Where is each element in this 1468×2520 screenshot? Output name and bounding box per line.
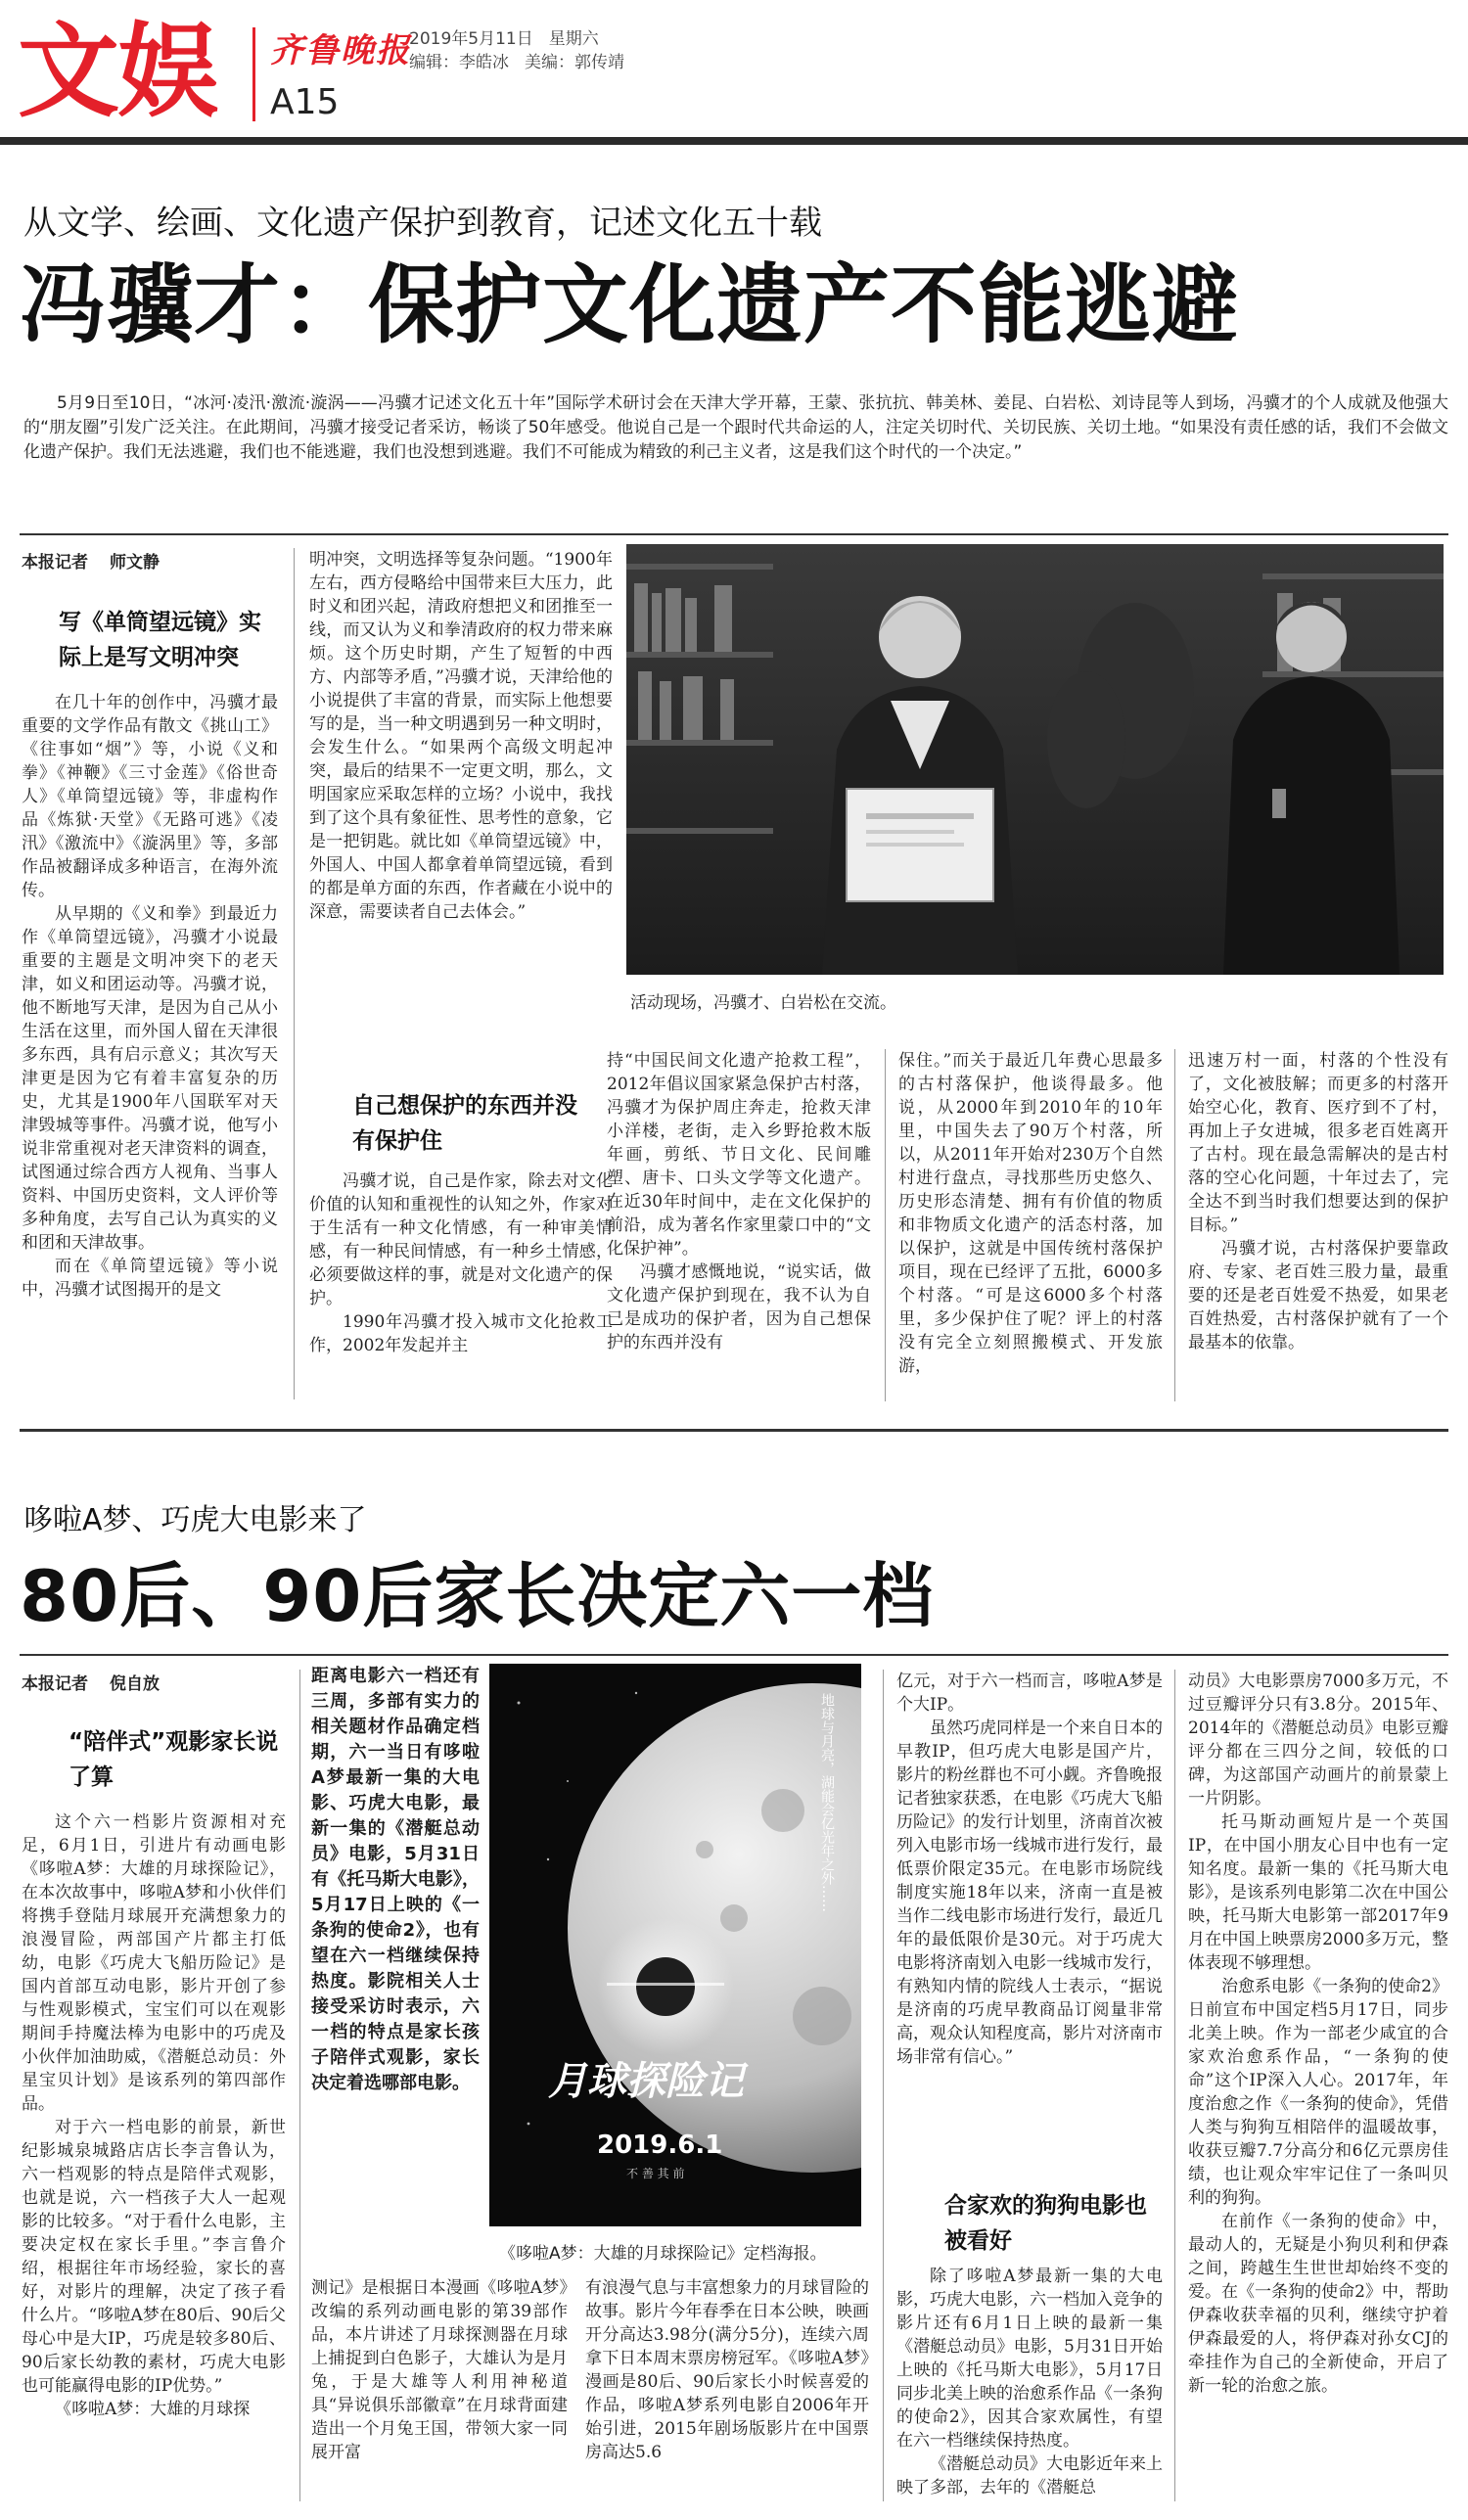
issue-date: 2019年5月11日 — [409, 29, 533, 49]
article1-column-4 — [898, 1049, 1163, 1401]
poster-tagline: 地球与月亮，湖能会亿光年之外…… — [819, 1693, 835, 1912]
article2-column-1 — [22, 1810, 286, 2496]
column-rule — [1174, 1670, 1175, 2501]
byline-role: 本报记者 — [22, 1674, 88, 1694]
article1-byline — [22, 548, 181, 573]
article2-subhead-2: 合家欢的狗狗电影也被看好 — [944, 2193, 1147, 2254]
paragraph: 亿元，对于六一档而言，哆啦A梦是个大IP。 — [896, 1672, 1163, 1715]
event-photo-caption: 活动现场，冯骥才、白岩松在交流。 — [630, 993, 896, 1013]
movie-poster-image — [489, 1664, 861, 2226]
article1-column-2b — [309, 1169, 613, 1399]
paragraph: 冯骥才感慨地说，“说实话，做文化遗产保护到现在，我不认为自己是成功的保护者，因为自己想保护的东西并没有 — [607, 1262, 871, 1352]
article1-subhead-2: 自己想保护的东西并没有保护住 — [352, 1093, 577, 1154]
section-name: 文娱 — [18, 12, 218, 131]
paragraph: 治愈系电影《一条狗的使命2》日前宣布中国定档5月17日，同步北美上映。作为一部老少咸宜的合家欢治愈系作品，“一条狗的使命”这个IP深入人心。2017年，年度治愈之作《一条狗的使命》，凭借人类与狗狗互相陪伴的温暖故事，收获豆瓣7.7分高分和6亿元票房佳绩，也让观众牢牢记住了一条叫贝利的狗狗。 — [1188, 1977, 1448, 2208]
paragraph: 在前作《一条狗的使命》中，最动人的，无疑是小狗贝利和伊森之间，跨越生生世世却始终不变的爱。在《一条狗的使命2》中，帮助伊森收获幸福的贝利，继续守护着伊森最爱的人，将伊森对孙女CJ的牵挂作为自己的全新使命，开启了新一轮的治愈之旅。 — [1188, 2212, 1448, 2396]
issue-weekday: 星期六 — [548, 29, 599, 49]
paragraph: 在几十年的创作中，冯骥才最重要的文学作品有散文《挑山工》《往事如“烟”》等，小说《义和拳》《神鞭》《三寸金莲》《俗世奇人》《单筒望远镜》等，非虚构作品《炼狱·天堂》《无路可逃》《凌汛》《激流中》《漩涡里》等，多部作品被翻译成多种语言，在海外流传。 — [22, 693, 278, 900]
article1-subhead-1: 写《单筒望远镜》实际上是写文明冲突 — [59, 610, 261, 670]
byline-name: 倪自放 — [110, 1674, 160, 1694]
article2-subhead-1: “陪伴式”观影家长说了算 — [69, 1729, 279, 1790]
paragraph: 对于六一档电影的前景，新世纪影城泉城路店店长李言鲁认为，六一档观影的特点是陪伴式观影，也就是说，六一档孩子大人一起观影的比较多。“对于看什么电影，主要决定权在家长手里。”李言鲁介绍，根据往年市场经验，家长的喜好，对影片的理解，决定了孩子看什么片。“哆啦A梦在80后、90后父母心中是大IP，巧虎是较多80后、90后家长幼教的素材，巧虎大电影也可能赢得电影的IP优势。” — [22, 2118, 286, 2396]
article1-column-3 — [607, 1049, 871, 1401]
article2-column-5 — [1188, 1670, 1448, 2501]
paragraph: 有浪漫气息与丰富想象力的月球冒险的故事。影片今年春季在日本公映，映画开分高达3.98分(满分5分)，连续六周拿下日本周末票房榜冠军。《哆啦A梦》漫画是80后、90后家长小时候喜爱的作品，哆啦A梦系列电影自2006年开始引进，2015年剧场版影片在中国票房高达5.6 — [585, 2278, 869, 2462]
article1-column-5 — [1188, 1049, 1448, 1401]
masthead — [18, 14, 1452, 129]
article1-lead: 5月9日至10日，“冰河·凌汛·激流·漩涡——冯骥才记述文化五十年”国际学术研讨会在天津大学开幕，王蒙、张抗抗、韩美林、姜昆、白岩松、刘诗昆等人到场，冯骥才的个人成就及他强大的“朋友圈”引发广泛关注。在此期间，冯骥才接受记者采访，畅谈了50年感受。他说自己是一个跟时代共命运的人，注定关切时代、关切民族、关切土地。“如果没有责任感的话，我们不会做文化遗产保护。我们无法逃避，我们也不能逃避，我们也没想到逃避。我们不可能成为精致的利己主义者，这是我们这个时代的一个决定。” — [23, 393, 1448, 462]
poster-date: 2019.6.1 — [597, 2131, 723, 2160]
paragraph: 而在《单筒望远镜》等小说中，冯骥才试图揭开的是文 — [22, 1257, 278, 1300]
article1-kicker: 从文学、绘画、文化遗产保护到教育，记述文化五十载 — [23, 204, 822, 243]
article2-column-4b — [896, 2265, 1163, 2501]
section-divider — [20, 1429, 1448, 1432]
paragraph: 除了哆啦A梦最新一集的大电影，巧虎大电影，六一档加入竞争的影片还有6月1日上映的最新一集《潜艇总动员》电影，5月31日开始上映的《托马斯大电影》，5月17日同步北美上映的治愈系作品《一条狗的使命2》，因其合家欢属性，有望在六一档继续保持热度。 — [896, 2267, 1163, 2451]
movie-poster — [489, 1664, 861, 2226]
article2-rule — [20, 1654, 1448, 1656]
article1-headline: 冯骥才：保护文化遗产不能逃避 — [20, 254, 1240, 355]
editor-credit: 编辑：李皓冰 — [409, 53, 509, 72]
article1-column-1 — [22, 691, 278, 1376]
paragraph: 明冲突，文明选择等复杂问题。“1900年左右，西方侵略给中国带来巨大压力，此时义和团兴起，清政府想把义和团推至一线，而又认为义和拳清政府的权力带来麻烦。这个历史时期，产生了短暂的中西方、内部等矛盾，”冯骥才说，天津给他的小说提供了丰富的背景，而实际上他想要写的是，当一种文明遇到另一种文明时，会发生什么。“如果两个高级文明起冲突，最后的结果不一定更文明，那么，文明国家应采取怎样的立场？小说中，我找到了这个具有象征性、思考性的意象，它是一把钥匙。就比如《单筒望远镜》中，外国人、中国人都拿着单筒望远镜，看到的都是单方面的东西，作者藏在小说中的深意，需要读者自己去体会。” — [309, 550, 613, 922]
article1-column-2 — [309, 548, 613, 1081]
paragraph: 迅速万村一面，村落的个性没有了，文化被肢解；而更多的村落开始空心化，教育、医疗到不了村，再加上子女进城，很多老百姓离开了古村。现在最急需解决的是古村落的空心化问题，十年过去了，完全达不到当时我们想要达到的保护目标。” — [1188, 1051, 1448, 1235]
paragraph: 《哆啦A梦：大雄的月球探 — [55, 2400, 251, 2419]
byline-name: 师文静 — [110, 553, 160, 573]
article2-byline — [22, 1670, 181, 1694]
article2-column-4 — [896, 1670, 1163, 2249]
masthead-meta — [409, 27, 640, 74]
newspaper-logo: 齐鲁晚报 — [270, 31, 411, 70]
column-rule — [299, 1670, 300, 2501]
article2-headline: 80后、90后家长决定六一档 — [20, 1555, 935, 1637]
article1-lead-rule — [20, 533, 1448, 535]
column-rule — [885, 1049, 886, 1401]
article2-intro: 距离电影六一档还有三周，多部有实力的相关题材作品确定档期，六一当日有哆啦A梦最新一集的大电影、巧虎大电影，最新一集的《潜艇总动员》电影，5月31日有《托马斯大电影》，5月17日上映的《一条狗的使命2》，也有望在六一档继续保持热度。影院相关人士接受采访时表示，六一档的特点是家长孩子陪伴式观影，家长决定着选哪部电影。 — [311, 1666, 480, 2093]
column-rule — [294, 548, 295, 1399]
poster-title: 月球探险记 — [548, 2059, 744, 2104]
masthead-divider — [252, 27, 255, 121]
paragraph: 从早期的《义和拳》到最近力作《单筒望远镜》，冯骥才小说最重要的主题是文明冲突下的老天津，如义和团运动等。冯骥才说，他不断地写天津，是因为自己从小生活在这里，而外国人留在天津很多东西，具有启示意义；其次写天津更是因为它有着丰富复杂的历史，尤其是1900年八国联军对天津毁城等事件。冯骥才说，他写小说非常重视对老天津资料的调查，试图通过综合西方人视角、当事人资料、中国历史资料，文人评价等多种角度，去写自己认为真实的义和团和天津故事。 — [22, 904, 278, 1253]
paragraph: 虽然巧虎同样是一个来自日本的早教IP，但巧虎大电影是国产片，影片的粉丝群也不可小觑。齐鲁晚报记者独家获悉，在电影《巧虎大飞船历险记》的发行计划里，济南首次被列入电影市场一线城市进行发行，最低票价限定35元。在电影市场院线制度实施18年以来，济南一直是被当作二线电影市场进行发行，最近几年的最低限价是30元。对于巧虎大电影将济南划入电影一线城市发行，有熟知内情的院线人士表示，“据说是济南的巧虎早教商品订阅量非常高，观众认知程度高，影片对济南市场非常有信心。” — [896, 1718, 1163, 2067]
masthead-rule — [0, 137, 1468, 145]
article2-kicker: 哆啦A梦、巧虎大电影来了 — [23, 1503, 367, 1537]
paragraph: 这个六一档影片资源相对充足，6月1日，引进片有动画电影《哆啦A梦：大雄的月球探险记》，在本次故事中，哆啦A梦和小伙伴们将携手登陆月球展开充满想象力的浪漫冒险，两部国产片都主打低幼，电影《巧虎大飞船历险记》是国内首部互动电影，影片开创了参与性观影模式，宝宝们可以在观影期间手持魔法棒为电影中的巧虎及小伙伴加油助威，《潜艇总动员：外星宝贝计划》是该系列的第四部作品。 — [22, 1812, 286, 2114]
article2-column-2b — [311, 2276, 568, 2501]
designer-credit: 美编：郭传靖 — [525, 53, 624, 72]
event-photo — [626, 544, 1444, 975]
paragraph: 动员》大电影票房7000多万元，不过豆瓣评分只有3.8分。2015年、2014年的《潜艇总动员》电影豆瓣评分都在三四分之间，较低的口碑，为这部国产动画片的前景蒙上一片阴影。 — [1188, 1672, 1448, 1809]
paragraph: 《潜艇总动员》大电影近年来上映了多部，去年的《潜艇总 — [896, 2454, 1163, 2497]
paragraph: 持“中国民间文化遗产抢救工程”，2012年倡议国家紧急保护古村落，冯骥才为保护周庄奔走，抢救天津小洋楼，老街，走入乡野抢救木版年画，剪纸、节日文化、民间雕塑、唐卡、口头文学等文化遗产。在近30年时间中，走在文化保护的前沿，成为著名作家里蒙口中的“文化保护神”。 — [607, 1051, 871, 1259]
paragraph: 冯骥才说，自己是作家，除去对文化价值的认知和重视性的认知之外，作家对于生活有一种文化情感，有一种审美情感，有一种民间情感，有一种乡土情感，必须要做这样的事，就是对文化遗产的保护。 — [309, 1171, 613, 1308]
paragraph: 1990年冯骥才投入城市文化抢救工作，2002年发起并主 — [309, 1312, 613, 1355]
poster-date-subtitle: 不 善 其 前 — [626, 2167, 685, 2180]
movie-poster-caption: 《哆啦A梦：大雄的月球探险记》定档海报。 — [499, 2244, 827, 2264]
article2-column-3b — [585, 2276, 869, 2501]
paragraph: 冯骥才说，古村落保护要靠政府、专家、老百姓三股力量，最重要的还是老百姓爱不热爱，如果老百姓热爱，古村落保护就有了一个最基本的依靠。 — [1188, 1239, 1448, 1352]
paragraph: 测记》是根据日本漫画《哆啦A梦》改编的系列动画电影的第39部作品，本片讲述了月球探测器在月球上捕捉到白色影子，大雄认为是月兔，于是大雄等人利用神秘道具“异说俱乐部徽章”在月球背面建造出一个月兔王国，带领大家一同展开富 — [311, 2278, 568, 2462]
column-rule — [1174, 1049, 1175, 1401]
paragraph: 保住。”而关于最近几年费心思最多的古村落保护，他谈得最多。他说，从2000年到2010年的10年里，中国失去了90万个村落，所以，从2011年开始对230万个自然村进行盘点，寻找那些历史悠久、历史形态清楚、拥有有价值的物质和非物质文化遗产的活态村落，加以保护，这就是中国传统村落保护项目，现在已经评了五批，6000多个村落。“可是这6000多个村落里，多少保护住了呢？评上的村落没有完全立刻照搬模式、开发旅游， — [898, 1051, 1163, 1376]
event-photo-image — [626, 544, 1444, 975]
paragraph: 托马斯动画短片是一个英国IP，在中国小朋友心目中也有一定知名度。最新一集的《托马斯大电影》，是该系列电影第二次在中国公映，托马斯大电影第一部2017年9月在中国上映票房2000多万元，整体表现不够理想。 — [1188, 1812, 1448, 1973]
byline-role: 本报记者 — [22, 553, 88, 573]
page-number: A15 — [270, 82, 340, 122]
column-rule — [883, 1670, 884, 2501]
